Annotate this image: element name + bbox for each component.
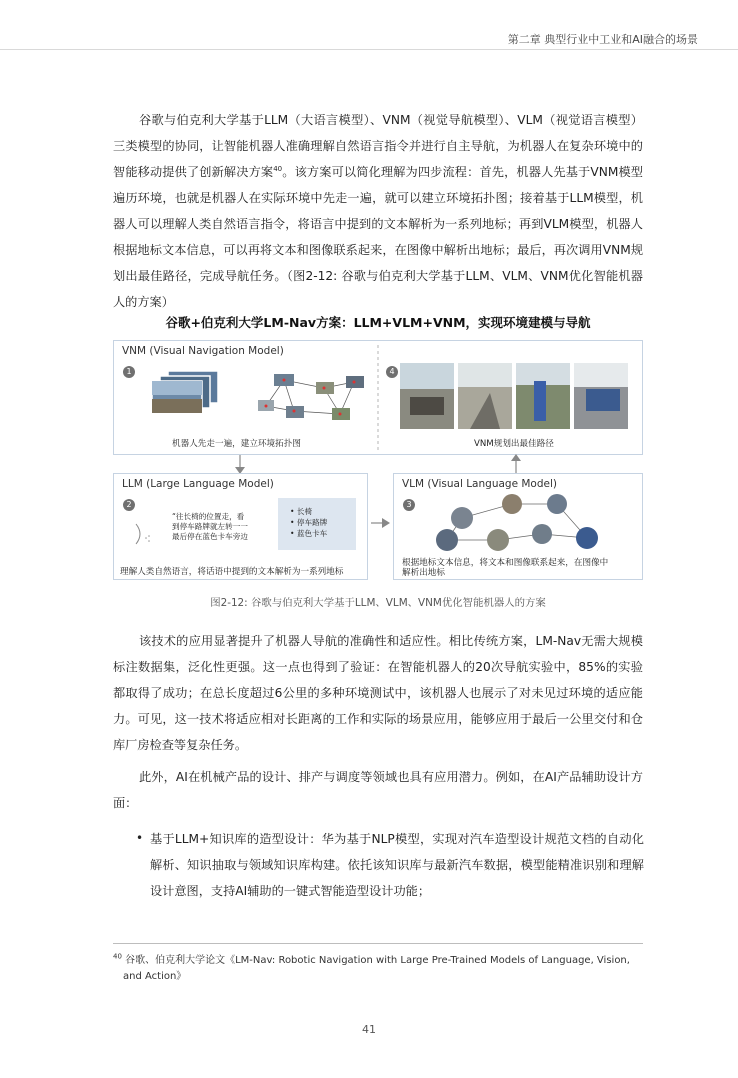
chapter-title: 第二章 典型行业中工业和AI融合的场景 [507, 33, 698, 46]
figure [113, 340, 643, 580]
paragraph-1-part-a: 谷歌与伯克利大学基于LLM（大语言模型）、VNM（视觉导航模型）、VLM（视觉语言模型）三类模型的协同，让智能机器人准确理解自然语言指令并进行自主导航，为机器人在复杂环境中的智能移动提供了创新解决方案 [113, 113, 643, 179]
bullet-marker: • [136, 831, 144, 845]
llm-instruction [172, 512, 248, 542]
vlm-panel [393, 473, 643, 580]
footnote [113, 953, 633, 985]
llm-quote-line-1: “往长椅的位置走，看 [172, 512, 245, 521]
landmark-item: • 长椅 [290, 507, 313, 516]
step-3-caption-line-2: 解析出地标 [402, 568, 445, 578]
landmark-item: • 停车路牌 [290, 518, 328, 527]
step-1-caption: 机器人先走一遍，建立环境拓扑图 [172, 439, 301, 449]
step-4-badge: 4 [386, 366, 398, 378]
step-1-badge: 1 [123, 366, 135, 378]
step-2-caption: 理解人类自然语言，将话语中提到的文本解析为一系列地标 [120, 567, 344, 577]
panel-divider [377, 345, 379, 451]
landmark-photos-image [422, 494, 612, 556]
llm-panel [113, 473, 368, 580]
paragraph-1-part-b: 。该方案可以简化理解为四步流程：首先，机器人先基于VNM模型遍历环境，也就是机器人在实际环境中先走一遍，就可以建立环境拓扑图；接着基于LLM模型，机器人可以理解人类自然语言指令，将语言中提到的文本解析为一系列地标；再到VLM模型，机器人根据地标文本信息，可以再将文本和图像联系起来，在图像中解析出地标；最后，再次调用VNM规划出最佳路径，完成导航任务。（图2-12: 谷歌与伯克利大学基于LLM、VLM、VNM优化智能机器人的方案） [113, 165, 643, 309]
step-2-badge: 2 [123, 499, 135, 511]
page-number: 41 [362, 1023, 376, 1036]
down-arrow-icon [233, 455, 247, 475]
speaker-icon [132, 522, 162, 548]
vlm-title: VLM (Visual Language Model) [402, 478, 557, 490]
step-3-caption-line-1: 根据地标文本信息，将文本和图像联系起来，在图像中 [402, 558, 609, 568]
llm-title: LLM (Large Language Model) [122, 478, 274, 490]
page-header [0, 0, 738, 52]
bullet-item: 基于LLM+知识库的造型设计：华为基于NLP模型，实现对汽车造型设计规范文档的自动化解析、知识抽取与领域知识库构建。依托该知识库与最新汽车数据，模型能精准识别和理解设计意图，支持AI辅助的一键式智能造型设计功能； [150, 832, 644, 898]
figure-title: 谷歌+伯克利大学LM-Nav方案：LLM+VLM+VNM，实现环境建模与导航 [165, 315, 591, 330]
vnm-title: VNM (Visual Navigation Model) [122, 345, 284, 357]
footnote-ref[interactable]: 40 [273, 164, 283, 173]
paragraph-2: 该技术的应用显著提升了机器人导航的准确性和适应性。相比传统方案，LM-Nav无需大规模标注数据集，泛化性更强。这一点也得到了验证：在智能机器人的20次导航实验中，85%的实验都取得了成功；在总长度超过6公里的多种环境测试中，该机器人也展示了对未见过环境的适应能力。可见，这一技术将适应相对长距离的工作和实际的场景应用，能够应用于最后一公里交付和仓库厂房检查等复杂任务。 [113, 634, 643, 752]
step-3-caption [402, 558, 608, 578]
footnote-text-line-1: 谷歌、伯克利大学论文《LM-Nav: Robotic Navigation with Large Pre-Trained Models of Language, Vision, [125, 955, 630, 966]
right-arrow-icon [369, 516, 391, 530]
topological-graph-image [254, 366, 374, 428]
figure-caption: 图2-12: 谷歌与伯克利大学基于LLM、VLM、VNM优化智能机器人的方案 [210, 597, 546, 609]
step-3-badge: 3 [403, 499, 415, 511]
paragraph-1 [113, 107, 643, 315]
footnote-number: 40 [113, 952, 122, 961]
footnote-text-line-2: and Action》 [123, 971, 187, 982]
landmark-item: • 蓝色卡车 [290, 529, 328, 538]
header-divider [0, 49, 738, 50]
landmark-list [290, 506, 327, 539]
step-4-caption: VNM规划出最佳路径 [474, 439, 554, 449]
up-arrow-icon [509, 453, 523, 473]
route-photos-image [400, 363, 640, 429]
llm-quote-line-2: 到停车路牌就左转一一 [172, 522, 248, 531]
llm-quote-line-3: 最后停在蓝色卡车旁边 [172, 532, 248, 541]
vnm-panel [113, 340, 643, 455]
footnote-divider [113, 943, 643, 944]
stacked-frames-image [144, 369, 224, 417]
paragraph-3: 此外，AI在机械产品的设计、排产与调度等领域也具有应用潜力。例如，在AI产品辅助设计方面： [113, 770, 643, 810]
landmark-list-box [278, 498, 356, 550]
